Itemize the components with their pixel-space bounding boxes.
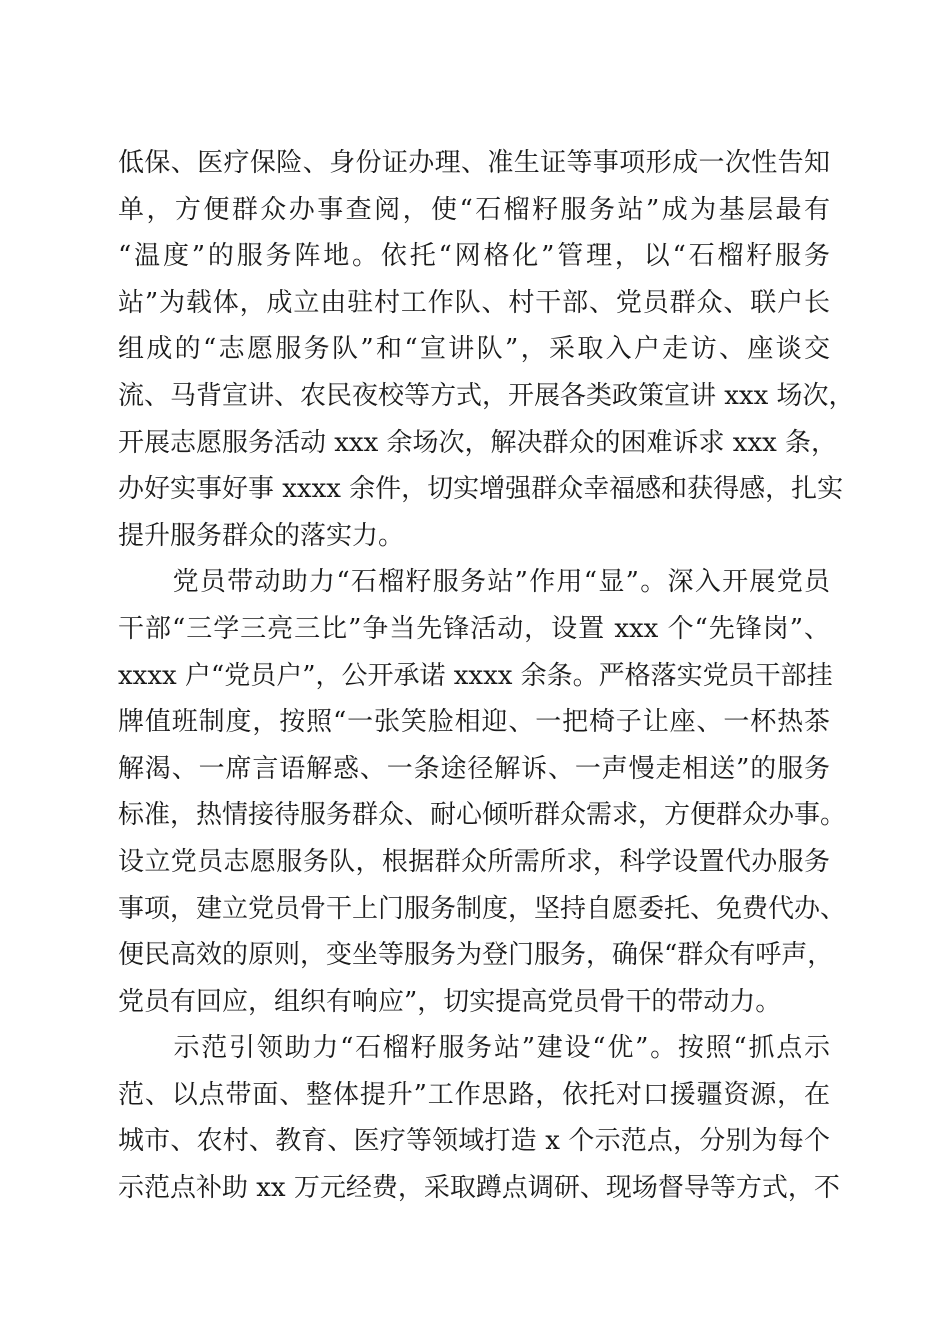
text-line: 标准，热情接待服务群众、耐心倾听群众需求，方便群众办事。 <box>118 800 847 831</box>
text-line: 设立党员志愿服务队，根据群众所需所求，科学设置代办服务 <box>118 846 830 877</box>
text-line: 便民高效的原则，变坐等服务为登门服务，确保“群众有呼声， <box>118 940 834 971</box>
text-line: 范、以点带面、整体提升”工作思路，依托对口援疆资源，在 <box>118 1079 830 1110</box>
text-line: 低保、医疗保险、身份证办理、准生证等事项形成一次性告知 <box>118 148 830 178</box>
text-line: 干部“三学三亮三比”争当先锋活动，设置 xxx 个“先锋岗”、 <box>118 613 830 644</box>
text-line: 党员带动助力“石榴籽服务站”作用“显”。深入开展党员 <box>118 567 830 598</box>
text-line: 办好实事好事 xxxx 余件，切实增强群众幸福感和获得感，扎实 <box>118 474 844 505</box>
text-line: 牌值班制度，按照“一张笑脸相迎、一把椅子让座、一杯热茶 <box>118 707 830 738</box>
text-line: 解渴、一席言语解惑、一条途径解诉、一声慢走相送”的服务 <box>118 753 830 784</box>
text-line: 党员有回应，组织有响应”，切实提高党员骨干的带动力。 <box>118 986 782 1017</box>
text-line: xxxx 户“党员户”，公开承诺 xxxx 余条。严格落实党员干部挂 <box>118 660 833 691</box>
text-line: 城市、农村、教育、医疗等领域打造 x 个示范点，分别为每个 <box>118 1126 830 1157</box>
text-line: “温度”的服务阵地。依托“网格化”管理，以“石榴籽服务 <box>118 241 830 272</box>
text-line: 示范引领助力“石榴籽服务站”建设“优”。按照“抓点示 <box>118 1033 830 1064</box>
text-line: 组成的“志愿服务队”和“宣讲队”，采取入户走访、座谈交 <box>118 334 830 365</box>
text-line: 单，方便群众办事查阅，使“石榴籽服务站”成为基层最有 <box>118 194 830 225</box>
text-line: 开展志愿服务活动 xxx 余场次，解决群众的困难诉求 xxx 条， <box>118 427 838 458</box>
text-line: 事项，建立党员骨干上门服务制度，坚持自愿委托、免费代办、 <box>118 893 847 924</box>
document-body <box>118 140 855 1212</box>
text-line: 示范点补助 xx 万元经费，采取蹲点调研、现场督导等方式，不 <box>118 1173 840 1204</box>
text-line: 提升服务群众的落实力。 <box>118 520 405 551</box>
text-line: 流、马背宣讲、农民夜校等方式，开展各类政策宣讲 xxx 场次， <box>118 380 855 411</box>
text-line: 站”为载体，成立由驻村工作队、村干部、党员群众、联户长 <box>118 287 830 318</box>
